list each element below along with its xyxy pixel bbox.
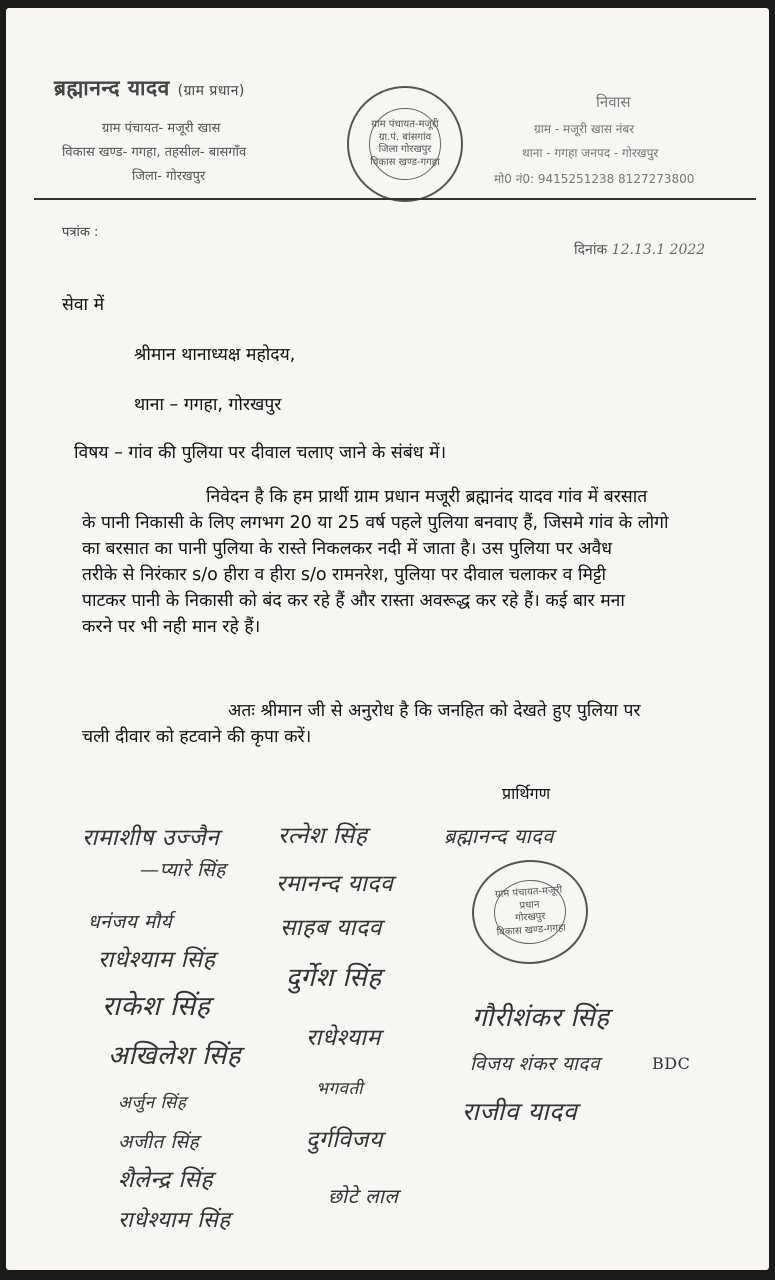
signature: छोटे लाल [328, 1184, 399, 1208]
stamp-text-2: प्रधान [519, 898, 540, 912]
para1-line-4: तरीके से निरंकार s/o हीरा व हीरा s/o रामनरेश, पुलिया पर दीवाल चलाकर व मिट्टी [82, 565, 607, 585]
stamp-text-2: ग्रा.पं. बांसगांव [378, 131, 432, 143]
para2-line-1: अतः श्रीमान जी से अनुरोध है कि जनहित को देखते हुए पुलिया पर [228, 701, 641, 721]
pradhan-stamp [469, 856, 592, 968]
signature: गौरीशंकर सिंह [472, 1003, 610, 1033]
signature: अजीत सिंह [118, 1131, 200, 1153]
signature: अर्जुन सिंह [118, 1093, 187, 1113]
applicants-label: प्रार्थिगण [502, 784, 551, 803]
para1-line-6: करने पर भी नही मान रहे हैं। [82, 617, 261, 637]
stamp-text-3: गोरखपुर [514, 910, 546, 925]
panchayat-stamp [347, 86, 463, 202]
residence-title: निवास [596, 93, 631, 111]
para1-line-1: निवेदन है कि हम प्रार्थी ग्राम प्रधान मजूरी ब्रह्मानंद यादव गांव में बरसात [206, 487, 648, 507]
letterhead-name: ब्रह्मानन्द यादव (ग्राम प्रधान) [54, 76, 245, 100]
addressee: श्रीमान थानाध्यक्ष महोदय, [134, 345, 296, 365]
stamp-text-3: जिला गोरखपुर [378, 144, 432, 155]
signature: रामाशीष उज्जैन [82, 825, 220, 851]
signature: राधेश्याम सिंह [98, 947, 216, 973]
signature: राजीव यादव [462, 1097, 578, 1126]
letterhead-line-2: विकास खण्ड- गगहा, तहसील- बासगाँव [62, 145, 247, 160]
letterhead-divider [34, 198, 756, 200]
salutation: सेवा में [62, 295, 105, 315]
signature: —प्यारे सिंह [140, 859, 226, 881]
para1-line-2: के पानी निकासी के लिए लगभग 20 या 25 वर्ष पहले पुलिया बनवाए हैं, जिसमे गांव के लोगो [82, 513, 669, 533]
signature: साहब यादव [280, 915, 382, 941]
signature: राकेश सिंह [102, 991, 211, 1022]
date-value: 12.13.1 2022 [611, 242, 706, 258]
residence-line-2: थाना - गगहा जनपद - गोरखपुर [522, 146, 659, 160]
signature-bdc: BDC [652, 1054, 691, 1073]
para2-line-2: चली दीवार को हटवाने की कृपा करें। [82, 727, 312, 747]
stamp-text-4: विकास खण्ड-गगहा [496, 922, 567, 938]
signature: रत्नेश सिंह [278, 823, 368, 849]
signature: रमानन्द यादव [276, 871, 394, 897]
residence-phone: मो0 नं0: 9415251238 8127273800 [494, 172, 695, 186]
date-label: दिनांक [574, 242, 608, 258]
stamp-text-1: ग्राम पंचायत-मजूरी [494, 884, 563, 901]
date-field [574, 240, 705, 259]
stamp-text-4: विकास खण्ड-गगहा [370, 156, 440, 168]
residence-line-1: ग्राम - मजूरी खास नंबर [534, 122, 635, 136]
letterhead-line-1: ग्राम पंचायत- मजूरी खास [102, 121, 221, 136]
signature: भगवती [316, 1079, 364, 1099]
signature: अखिलेश सिंह [108, 1041, 242, 1071]
reference-label: पत्रांक : [62, 225, 99, 240]
signature: दुर्गविजय [306, 1127, 383, 1153]
letterhead-role: (ग्राम प्रधान) [177, 83, 245, 99]
para1-line-5: पाटकर पानी के निकासी को बंद कर रहे हैं और रास्ता अवरूद्ध कर रहे हैं। कई बार मना [82, 591, 625, 611]
signature: राधेश्याम सिंह [118, 1208, 231, 1233]
para1-line-3: का बरसात का पानी पुलिया के रास्ते निकलकर नदी में जाता है। उस पुलिया पर अवैध [82, 539, 613, 559]
paragraph-1 [82, 484, 702, 640]
signature: धनंजय मौर्य [88, 911, 173, 933]
letterhead-line-3: जिला- गोरखपुर [132, 169, 206, 184]
signature: राधेश्याम [306, 1025, 381, 1051]
signature: विजय शंकर यादव [470, 1053, 601, 1075]
signature: दुर्गेश सिंह [286, 963, 382, 993]
address: थाना – गगहा, गोरखपुर [134, 395, 282, 415]
subject-line: विषय – गांव की पुलिया पर दीवाल चलाए जाने के संबंध में। [74, 443, 447, 463]
stamp-text-1: ग्राम पंचायत-मजूरी [371, 119, 439, 130]
signature: शैलेन्द्र सिंह [118, 1167, 214, 1193]
paragraph-2 [82, 698, 702, 750]
signature: ब्रह्मानन्द यादव [444, 824, 554, 848]
letter-page [6, 8, 769, 1270]
